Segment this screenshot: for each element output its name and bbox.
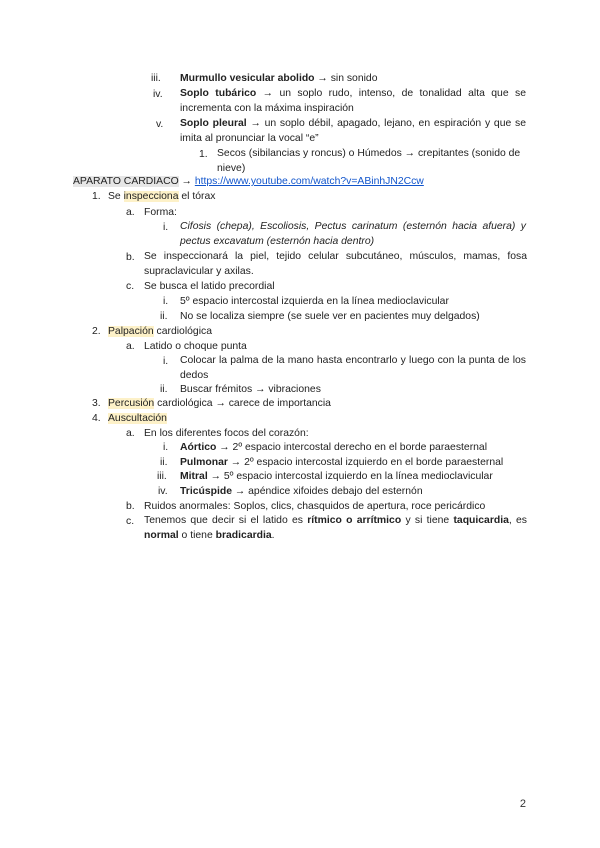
term: rítmico o arrítmico — [307, 515, 402, 526]
page-number: 2 — [519, 798, 526, 810]
list-marker: i. — [163, 442, 169, 453]
term: Soplo pleural — [180, 118, 247, 129]
highlight-term: Percusión — [108, 398, 155, 409]
list-marker: b. — [126, 501, 135, 512]
item-text: y si tiene — [401, 515, 454, 526]
term: bradicardia — [215, 530, 272, 541]
item-text: → apéndice xifoides debajo del esternón — [231, 486, 423, 497]
list-item — [180, 485, 423, 498]
list-marker: 3. — [92, 398, 101, 409]
list-marker: v. — [156, 119, 164, 130]
list-item: Secos (sibilancias y roncus) o Húmedos → crepitantes (sonido de nieve) — [217, 148, 521, 174]
list-item: Forma: — [144, 207, 177, 218]
list-item: Ruidos anormales: Soplos, clics, chasquidos de apertura, roce pericárdico — [144, 501, 486, 512]
list-marker: i. — [163, 222, 169, 233]
list-marker: i. — [163, 356, 169, 367]
list-item: Se inspeccionará la piel, tejido celular subcutáneo, músculos, mamas, fosa supraclavicular y axilas. — [144, 251, 527, 277]
item-text: el tórax — [178, 191, 216, 202]
highlight-term: Auscultación — [108, 413, 167, 424]
highlight-term: Palpación — [108, 326, 154, 337]
list-marker: ii. — [160, 311, 168, 322]
list-item: Latido o choque punta — [144, 341, 247, 352]
list-marker: iv. — [158, 486, 168, 497]
item-text: → 5º espacio intercostal izquierdo en la línea medioclavicular — [207, 471, 493, 482]
youtube-link[interactable]: https://www.youtube.com/watch?v=ABinhJN2Ccw — [194, 176, 424, 187]
list-item: 5º espacio intercostal izquierda en la línea medioclavicular — [180, 296, 449, 307]
term: Aórtico — [180, 442, 217, 453]
list-marker: c. — [126, 281, 135, 292]
item-text: , es — [508, 515, 528, 526]
list-marker: a. — [126, 207, 135, 218]
list-marker: ii. — [160, 457, 168, 468]
item-text: Tenemos que decir si el latido es — [144, 515, 308, 526]
item-text: → sin sonido — [314, 73, 378, 84]
list-marker: c. — [126, 516, 135, 527]
arrow: → — [178, 176, 195, 187]
list-marker: i. — [163, 296, 169, 307]
item-text: . — [271, 530, 275, 541]
item-text: → un soplo rudo, intenso, de tonalidad alta que se incrementa con la máxima inspiración — [180, 88, 526, 114]
list-item — [144, 513, 527, 543]
list-item — [180, 470, 493, 483]
item-text: cardiológica — [153, 326, 212, 337]
list-item: Se busca el latido precordial — [144, 281, 275, 292]
list-item: Cifosis (chepa), Escoliosis, Pectus carinatum (esternón hacia afuera) y pectus excavatum (esternón hacia dentro) — [180, 221, 526, 247]
term: taquicardia — [453, 515, 509, 526]
list-marker: 1. — [199, 149, 208, 160]
section-title: APARATO CARDIACO — [73, 176, 179, 187]
list-item — [180, 456, 503, 469]
list-marker: a. — [126, 341, 135, 352]
list-marker: 2. — [92, 326, 101, 337]
item-text: Se — [108, 191, 124, 202]
list-item: Colocar la palma de la mano hasta encontrarlo y luego con la punta de los dedos — [180, 355, 526, 381]
list-item — [108, 190, 215, 203]
term: Tricúspide — [180, 486, 232, 497]
section-header — [73, 175, 424, 188]
list-marker: a. — [126, 428, 135, 439]
list-item — [180, 116, 526, 146]
list-marker: iv. — [153, 89, 163, 100]
list-marker: b. — [126, 252, 135, 263]
list-item — [108, 397, 331, 410]
list-marker: 1. — [92, 191, 101, 202]
term: Murmullo vesicular abolido — [180, 73, 315, 84]
highlight-term: inspecciona — [123, 191, 179, 202]
list-item: No se localiza siempre (se suele ver en pacientes muy delgados) — [180, 311, 480, 322]
term: Pulmonar — [180, 457, 228, 468]
list-item — [180, 441, 487, 454]
list-marker: iii. — [157, 471, 167, 482]
list-item — [108, 325, 212, 338]
item-text: o tiene — [178, 530, 216, 541]
list-item: En los diferentes focos del corazón: — [144, 428, 309, 439]
term: Mitral — [180, 471, 208, 482]
list-marker: 4. — [92, 413, 101, 424]
list-item — [180, 72, 377, 85]
item-text: → 2º espacio intercostal derecho en el borde paraesternal — [216, 442, 488, 453]
list-item — [108, 412, 167, 425]
list-marker: iii. — [151, 73, 161, 84]
term: normal — [144, 530, 179, 541]
item-text: cardiológica → carece de importancia — [154, 398, 331, 409]
item-text: → un soplo débil, apagado, lejano, en espiración y que se imita al pronunciar la vocal “e” — [180, 118, 526, 144]
term: Soplo tubárico — [180, 88, 257, 99]
list-marker: ii. — [160, 384, 168, 395]
item-text: → 2º espacio intercostal izquierdo en el borde paraesternal — [227, 457, 504, 468]
list-item — [180, 86, 526, 116]
list-item: Buscar frémitos → vibraciones — [180, 384, 321, 395]
